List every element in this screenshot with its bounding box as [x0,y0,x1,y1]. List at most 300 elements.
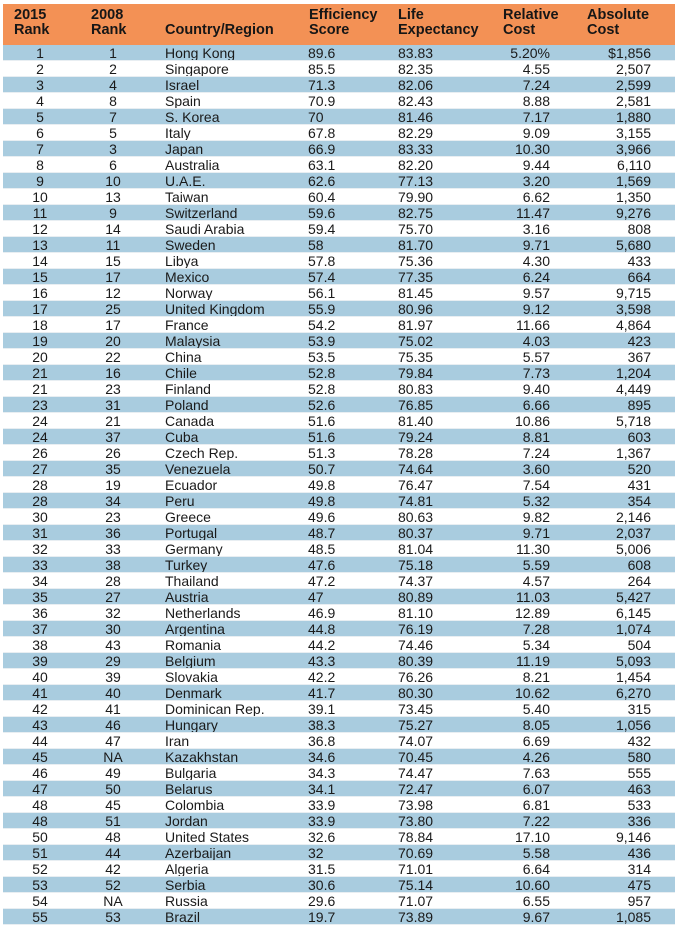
cell-relative-cost: 6.55 [522,893,550,908]
cell-2008-rank: 7 [109,109,117,124]
cell-2015-rank: 27 [32,461,48,476]
cell-country: Iran [165,733,190,748]
cell-relative-cost: 8.88 [522,93,550,108]
cell-efficiency-score: 43.3 [308,653,336,668]
table-row [3,445,675,461]
cell-efficiency-score: 66.9 [308,141,336,156]
table-row [3,749,675,765]
cell-2015-rank: 47 [32,781,48,796]
cell-relative-cost: 5.34 [522,637,550,652]
cell-efficiency-score: 47 [308,589,324,604]
cell-2015-rank: 18 [32,317,48,332]
cell-country: Jordan [165,813,208,828]
cell-life-expectancy: 80.89 [398,589,434,604]
cell-relative-cost: 3.16 [522,221,550,236]
cell-country: U.A.E. [165,173,206,188]
cell-efficiency-score: 29.6 [308,893,336,908]
cell-efficiency-score: 52.8 [308,381,336,396]
cell-absolute-cost: 315 [627,701,651,716]
cell-relative-cost: 6.66 [522,397,550,412]
cell-life-expectancy: 74.81 [398,493,434,508]
cell-2008-rank: 38 [105,557,121,572]
cell-2008-rank: 53 [105,909,121,924]
cell-country: Portugal [165,525,218,540]
cell-relative-cost: 6.24 [522,269,550,284]
cell-country: Hungary [165,717,218,732]
table-row [3,429,675,445]
cell-2015-rank: 28 [32,493,48,508]
cell-absolute-cost: 9,276 [615,205,651,220]
cell-2008-rank: 33 [105,541,121,556]
cell-absolute-cost: 1,085 [615,909,651,924]
header-relative-cost: Relative Cost [503,7,559,38]
cell-relative-cost: 4.55 [522,61,550,76]
cell-country: Italy [165,125,191,140]
cell-absolute-cost: 6,270 [615,685,651,700]
cell-efficiency-score: 63.1 [308,157,336,172]
table-row [3,189,675,205]
table-row [3,253,675,269]
cell-efficiency-score: 53.5 [308,349,336,364]
cell-country: Malaysia [165,333,221,348]
table-row [3,717,675,733]
table-row [3,829,675,845]
cell-2015-rank: 6 [36,125,44,140]
cell-absolute-cost: 1,569 [615,173,651,188]
cell-efficiency-score: 53.9 [308,333,336,348]
table-row [3,653,675,669]
cell-relative-cost: 6.81 [522,797,550,812]
cell-2015-rank: 35 [32,589,48,604]
table-row [3,605,675,621]
cell-2008-rank: 50 [105,781,121,796]
cell-2008-rank: 42 [105,861,121,876]
cell-country: Finland [165,381,211,396]
cell-2015-rank: 19 [32,333,48,348]
cell-2015-rank: 8 [36,157,44,172]
cell-absolute-cost: 433 [627,253,651,268]
cell-efficiency-score: 59.4 [308,221,336,236]
cell-absolute-cost: 5,093 [615,653,651,668]
cell-relative-cost: 11.66 [516,317,550,332]
cell-2008-rank: 19 [105,477,121,492]
cell-absolute-cost: 6,110 [617,157,651,172]
cell-2015-rank: 21 [32,365,48,380]
cell-2008-rank: 39 [105,669,121,684]
cell-absolute-cost: 5,427 [615,589,651,604]
cell-2015-rank: 1 [36,45,44,60]
table-header [3,4,675,45]
cell-2015-rank: 48 [32,797,48,812]
cell-relative-cost: 6.07 [522,781,550,796]
cell-2008-rank: 47 [105,733,121,748]
cell-relative-cost: 4.57 [522,573,550,588]
cell-2015-rank: 33 [32,557,48,572]
cell-2008-rank: 52 [105,877,121,892]
cell-life-expectancy: 80.30 [398,685,434,700]
cell-efficiency-score: 49.6 [308,509,336,524]
cell-relative-cost: 3.20 [522,173,550,188]
cell-relative-cost: 6.62 [522,189,550,204]
cell-efficiency-score: 62.6 [308,173,336,188]
cell-relative-cost: 6.69 [522,733,550,748]
table-row [3,621,675,637]
table-row [3,317,675,333]
cell-efficiency-score: 19.7 [308,909,336,924]
cell-2015-rank: 10 [32,189,48,204]
table-row [3,909,675,925]
table-row [3,301,675,317]
cell-2015-rank: 21 [32,381,48,396]
cell-country: Denmark [165,685,222,700]
table-row [3,61,675,77]
cell-absolute-cost: 9,146 [615,829,651,844]
cell-absolute-cost: 475 [627,877,651,892]
header-life-expectancy: Life Expectancy [398,7,479,38]
cell-2015-rank: 16 [32,285,48,300]
cell-life-expectancy: 74.37 [398,573,434,588]
cell-absolute-cost: 580 [627,749,651,764]
cell-efficiency-score: 70 [308,109,324,124]
cell-2015-rank: 11 [32,205,48,220]
cell-relative-cost: 7.22 [522,813,550,828]
cell-2008-rank: 31 [105,397,121,412]
cell-absolute-cost: 6,145 [615,605,651,620]
cell-2008-rank: 12 [105,285,121,300]
cell-country: Serbia [165,877,206,892]
cell-2008-rank: 22 [105,349,121,364]
cell-life-expectancy: 74.47 [398,765,434,780]
table-row [3,493,675,509]
table-row [3,173,675,189]
cell-life-expectancy: 71.07 [398,893,434,908]
table-row [3,765,675,781]
cell-country: Switzerland [165,205,238,220]
cell-life-expectancy: 74.07 [398,733,434,748]
cell-relative-cost: 9.67 [522,909,550,924]
cell-relative-cost: 5.20% [510,45,550,60]
cell-efficiency-score: 46.9 [308,605,336,620]
cell-2015-rank: 51 [32,845,48,860]
cell-2015-rank: 43 [32,717,48,732]
cell-relative-cost: 8.21 [522,669,550,684]
table-row [3,509,675,525]
cell-country: China [165,349,202,364]
cell-absolute-cost: 1,074 [615,621,651,636]
cell-efficiency-score: 47.6 [308,557,336,572]
cell-life-expectancy: 82.35 [398,61,434,76]
cell-life-expectancy: 82.20 [398,157,434,172]
cell-country: United States [165,829,250,844]
cell-life-expectancy: 75.70 [398,221,434,236]
cell-relative-cost: 3.60 [522,461,550,476]
cell-2008-rank: 41 [105,701,121,716]
cell-2008-rank: 23 [105,381,121,396]
cell-country: Romania [165,637,222,652]
cell-2008-rank: 36 [105,525,121,540]
cell-efficiency-score: 51.6 [308,429,336,444]
cell-absolute-cost: 431 [627,477,651,492]
cell-relative-cost: 10.86 [514,413,550,428]
cell-life-expectancy: 73.98 [398,797,434,812]
cell-country: Azerbaijan [165,845,232,860]
cell-efficiency-score: 32 [308,845,324,860]
cell-efficiency-score: 42.2 [308,669,336,684]
cell-2008-rank: 11 [105,237,121,252]
cell-life-expectancy: 73.89 [398,909,434,924]
cell-efficiency-score: 31.5 [308,861,336,876]
cell-country: France [165,317,209,332]
cell-country: Algeria [165,861,209,876]
cell-efficiency-score: 38.3 [308,717,336,732]
table-row [3,93,675,109]
cell-country: Cuba [165,429,199,444]
cell-absolute-cost: 555 [627,765,651,780]
cell-2015-rank: 7 [36,141,44,156]
cell-efficiency-score: 36.8 [308,733,336,748]
cell-2015-rank: 50 [32,829,48,844]
table-row [3,221,675,237]
cell-2008-rank: 17 [105,317,121,332]
cell-absolute-cost: 533 [627,797,651,812]
cell-absolute-cost: 2,037 [615,525,651,540]
header-absolute-cost: Absolute Cost [587,7,650,38]
table-body [3,45,675,925]
cell-life-expectancy: 82.29 [398,125,434,140]
table-row [3,477,675,493]
cell-2015-rank: 48 [32,813,48,828]
cell-country: Netherlands [165,605,241,620]
cell-2008-rank: 21 [105,413,121,428]
cell-life-expectancy: 81.70 [398,237,434,252]
cell-2008-rank: 13 [105,189,121,204]
cell-absolute-cost: 5,718 [615,413,651,428]
cell-life-expectancy: 83.83 [398,45,434,60]
cell-efficiency-score: 52.8 [308,365,336,380]
cell-efficiency-score: 55.9 [308,301,336,316]
cell-efficiency-score: 71.3 [308,77,336,92]
table-row [3,701,675,717]
cell-country: Colombia [165,797,225,812]
cell-absolute-cost: 2,146 [615,509,651,524]
cell-life-expectancy: 79.24 [398,429,434,444]
cell-relative-cost: 7.24 [522,77,550,92]
cell-2008-rank: NA [103,893,123,908]
cell-country: Belarus [165,781,213,796]
cell-life-expectancy: 75.27 [398,717,434,732]
cell-2008-rank: 3 [109,141,117,156]
cell-absolute-cost: 1,367 [615,445,651,460]
cell-efficiency-score: 33.9 [308,813,336,828]
table-row [3,573,675,589]
cell-life-expectancy: 76.26 [398,669,434,684]
cell-life-expectancy: 75.14 [398,877,434,892]
cell-2008-rank: NA [103,749,123,764]
cell-country: Japan [165,141,204,156]
cell-country: Poland [165,397,209,412]
cell-country: United Kingdom [165,301,265,316]
cell-relative-cost: 11.30 [516,541,550,556]
cell-country: Chile [165,365,197,380]
cell-2008-rank: 44 [105,845,121,860]
table-row [3,77,675,93]
cell-2015-rank: 23 [32,397,48,412]
cell-efficiency-score: 51.6 [308,413,336,428]
cell-country: Brazil [165,909,201,924]
cell-2008-rank: 48 [105,829,121,844]
cell-relative-cost: 7.28 [522,621,550,636]
cell-country: Germany [165,541,223,556]
cell-relative-cost: 9.40 [522,381,550,396]
cell-life-expectancy: 75.35 [398,349,434,364]
cell-2015-rank: 31 [32,525,48,540]
cell-2008-rank: 10 [105,173,121,188]
cell-relative-cost: 7.63 [522,765,550,780]
cell-absolute-cost: 354 [627,493,651,508]
cell-country: Ecuador [165,477,218,492]
cell-2008-rank: 27 [105,589,121,604]
cell-absolute-cost: 367 [627,349,651,364]
table-row [3,333,675,349]
cell-life-expectancy: 70.45 [398,749,434,764]
cell-2015-rank: 3 [36,77,44,92]
cell-efficiency-score: 33.9 [308,797,336,812]
cell-efficiency-score: 47.2 [308,573,336,588]
cell-relative-cost: 12.89 [514,605,550,620]
table-row [3,733,675,749]
cell-efficiency-score: 50.7 [308,461,336,476]
table-row [3,285,675,301]
cell-relative-cost: 5.59 [522,557,550,572]
cell-life-expectancy: 81.97 [398,317,434,332]
cell-absolute-cost: 336 [627,813,651,828]
cell-efficiency-score: 85.5 [308,61,336,76]
cell-country: Russia [165,893,208,908]
cell-absolute-cost: 5,006 [615,541,651,556]
cell-2008-rank: 46 [105,717,121,732]
cell-2008-rank: 16 [105,365,121,380]
cell-efficiency-score: 34.1 [308,781,336,796]
cell-2015-rank: 41 [32,685,48,700]
cell-life-expectancy: 70.69 [398,845,434,860]
table-row [3,541,675,557]
table-row [3,669,675,685]
cell-country: Argentina [165,621,225,636]
efficiency-table [3,4,675,925]
cell-life-expectancy: 77.13 [398,173,434,188]
cell-efficiency-score: 54.2 [308,317,336,332]
cell-relative-cost: 9.09 [522,125,550,140]
cell-country: Saudi Arabia [165,221,245,236]
cell-country: Czech Rep. [165,445,239,460]
cell-2008-rank: 4 [109,77,117,92]
cell-life-expectancy: 75.36 [398,253,434,268]
cell-2015-rank: 55 [32,909,48,924]
cell-2015-rank: 44 [32,733,48,748]
cell-relative-cost: 4.03 [522,333,550,348]
cell-relative-cost: 11.47 [516,205,550,220]
cell-2015-rank: 26 [32,445,48,460]
cell-2008-rank: 1 [109,45,117,60]
cell-relative-cost: 9.71 [522,237,550,252]
cell-relative-cost: 4.30 [522,253,550,268]
cell-absolute-cost: 3,966 [615,141,651,156]
cell-relative-cost: 11.03 [516,589,550,604]
table-row [3,381,675,397]
cell-country: Dominican Rep. [165,701,265,716]
table-row [3,365,675,381]
cell-life-expectancy: 78.28 [398,445,434,460]
cell-efficiency-score: 49.8 [308,477,336,492]
cell-2008-rank: 20 [105,333,121,348]
cell-2015-rank: 45 [32,749,48,764]
cell-2015-rank: 14 [32,253,48,268]
cell-life-expectancy: 71.01 [398,861,434,876]
cell-country: Greece [165,509,211,524]
cell-absolute-cost: 1,056 [615,717,651,732]
cell-relative-cost: 7.73 [522,365,550,380]
cell-absolute-cost: 432 [627,733,651,748]
table-row [3,397,675,413]
cell-life-expectancy: 72.47 [398,781,434,796]
cell-relative-cost: 9.57 [522,285,550,300]
cell-absolute-cost: 264 [627,573,651,588]
table-row [3,157,675,173]
cell-relative-cost: 9.12 [522,301,550,316]
cell-country: Belgium [165,653,216,668]
cell-relative-cost: 4.26 [522,749,550,764]
cell-relative-cost: 6.64 [522,861,550,876]
cell-efficiency-score: 44.2 [308,637,336,652]
cell-relative-cost: 8.05 [522,717,550,732]
cell-2008-rank: 5 [109,125,117,140]
table-row [3,237,675,253]
cell-life-expectancy: 76.85 [398,397,434,412]
cell-2008-rank: 43 [105,637,121,652]
table-row [3,877,675,893]
header-2015-rank: 2015 Rank [14,7,50,38]
cell-2015-rank: 32 [32,541,48,556]
cell-efficiency-score: 34.3 [308,765,336,780]
cell-country: Bulgaria [165,765,217,780]
cell-absolute-cost: 1,454 [615,669,651,684]
cell-life-expectancy: 78.84 [398,829,434,844]
cell-life-expectancy: 82.06 [398,77,434,92]
cell-2015-rank: 42 [32,701,48,716]
cell-2015-rank: 46 [32,765,48,780]
table-row [3,349,675,365]
table-row [3,461,675,477]
cell-2015-rank: 39 [32,653,48,668]
cell-2015-rank: 13 [32,237,48,252]
cell-absolute-cost: 5,680 [615,237,651,252]
cell-country: Spain [165,93,201,108]
cell-absolute-cost: 504 [627,637,651,652]
cell-absolute-cost: 895 [627,397,651,412]
cell-2008-rank: 37 [105,429,121,444]
cell-relative-cost: 10.30 [514,141,550,156]
cell-country: Austria [165,589,209,604]
cell-life-expectancy: 75.18 [398,557,434,572]
cell-relative-cost: 9.82 [522,509,550,524]
table-row [3,141,675,157]
cell-life-expectancy: 80.83 [398,381,434,396]
cell-2015-rank: 40 [32,669,48,684]
table-row [3,557,675,573]
cell-country: S. Korea [165,109,220,124]
cell-life-expectancy: 80.63 [398,509,434,524]
cell-2008-rank: 32 [105,605,121,620]
